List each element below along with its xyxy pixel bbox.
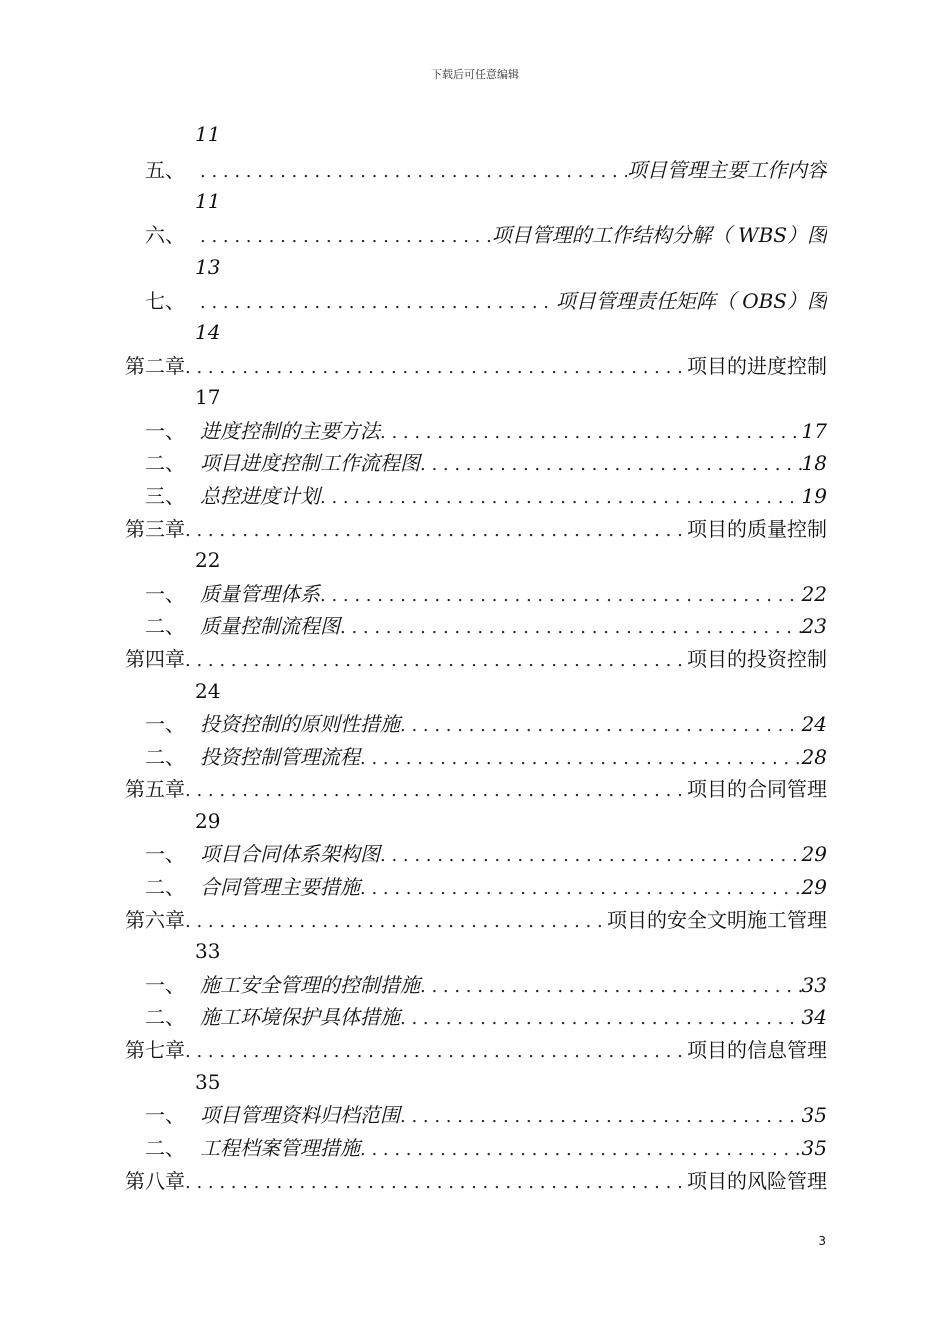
toc-entry-page: 29 — [801, 875, 827, 899]
toc-entry-title: 项目的投资控制 — [687, 647, 827, 671]
toc-entry-title: 投资控制管理流程 — [200, 745, 360, 769]
toc-entry-number: 第六章 — [125, 908, 185, 932]
toc-entry-title: 项目进度控制工作流程图 — [200, 451, 420, 475]
toc-leader-dots — [380, 841, 802, 869]
toc-page-number: 35 — [195, 1070, 221, 1094]
toc-entry[interactable] — [125, 220, 827, 250]
toc-leader-dots — [200, 157, 627, 185]
toc-leader-dots — [420, 450, 802, 478]
toc-entry-number: 第八章 — [125, 1169, 185, 1193]
toc-leader-dots — [185, 776, 687, 804]
toc-leader-dots — [185, 907, 607, 935]
toc-entry-title: 项目的合同管理 — [687, 777, 827, 801]
toc-page-number: 13 — [195, 255, 221, 279]
toc-entry-title: 项目合同体系架构图 — [200, 842, 380, 866]
toc-entry-number: 六、 — [145, 223, 185, 247]
toc-entry[interactable] — [125, 905, 827, 935]
toc-entry[interactable] — [125, 416, 827, 446]
toc-entry[interactable] — [125, 155, 827, 185]
toc-page-number: 29 — [195, 809, 221, 833]
toc-page-number: 11 — [195, 122, 221, 146]
toc-leader-dots — [185, 353, 687, 381]
toc-entry-page: 23 — [801, 614, 827, 638]
toc-entry-page: 35 — [801, 1103, 827, 1127]
toc-entry-title: 施工安全管理的控制措施 — [200, 973, 420, 997]
toc-leader-dots — [360, 1135, 802, 1163]
toc-entry[interactable] — [125, 1166, 827, 1196]
toc-leader-dots — [185, 646, 687, 674]
toc-page-number: 24 — [195, 679, 221, 703]
toc-entry-title: 项目管理的工作结构分解（ WBS）图 — [491, 223, 827, 247]
toc-entry-title: 总控进度计划 — [200, 484, 320, 508]
toc-entry-title: 项目管理资料归档范围 — [200, 1103, 400, 1127]
toc-entry-title: 项目的安全文明施工管理 — [607, 908, 827, 932]
toc-page-number: 33 — [195, 939, 221, 963]
toc-entry[interactable] — [125, 1035, 827, 1065]
toc-leader-dots — [400, 1004, 802, 1032]
toc-entry[interactable] — [125, 1002, 827, 1032]
toc-entry-title: 合同管理主要措施 — [200, 875, 360, 899]
toc-entry[interactable] — [125, 872, 827, 902]
toc-leader-dots — [380, 418, 802, 446]
toc-entry-title: 工程档案管理措施 — [200, 1136, 360, 1160]
toc-entry-title: 项目的质量控制 — [687, 517, 827, 541]
toc-entry-title: 项目管理主要工作内容 — [627, 158, 827, 182]
toc-page-number: 14 — [195, 320, 221, 344]
toc-entry-title: 项目的信息管理 — [687, 1038, 827, 1062]
toc-entry-page: 17 — [801, 419, 827, 443]
toc-entry-title: 投资控制的原则性措施 — [200, 712, 400, 736]
toc-entry-number: 第七章 — [125, 1038, 185, 1062]
toc-entry-number: 第二章 — [125, 354, 185, 378]
toc-page-number: 22 — [195, 548, 221, 572]
toc-leader-dots — [360, 874, 802, 902]
toc-entry-number: 五、 — [145, 158, 185, 182]
toc-entry-page: 24 — [801, 712, 827, 736]
toc-leader-dots — [400, 1102, 802, 1130]
toc-entry-page: 29 — [801, 842, 827, 866]
toc-entry-page: 28 — [801, 745, 827, 769]
toc-entry-page: 19 — [801, 484, 827, 508]
toc-entry-number: 一、 — [145, 419, 185, 443]
toc-entry-title: 质量控制流程图 — [200, 614, 340, 638]
toc-leader-dots — [340, 613, 802, 641]
toc-entry-title: 项目的进度控制 — [687, 354, 827, 378]
header-note: 下载后可任意编辑 — [431, 68, 519, 81]
toc-leader-dots — [200, 288, 556, 316]
toc-page-number: 11 — [195, 189, 221, 213]
toc-leader-dots — [360, 744, 802, 772]
toc-entry-page: 35 — [801, 1136, 827, 1160]
toc-leader-dots — [200, 222, 492, 250]
toc-entry-number: 二、 — [145, 745, 185, 769]
toc-leader-dots — [420, 972, 802, 1000]
toc-entry[interactable] — [125, 709, 827, 739]
toc-entry[interactable] — [125, 1133, 827, 1163]
toc-entry-title: 进度控制的主要方法 — [200, 419, 380, 443]
toc-entry[interactable] — [125, 514, 827, 544]
toc-entry[interactable] — [125, 970, 827, 1000]
toc-entry[interactable] — [125, 579, 827, 609]
toc-entry-number: 二、 — [145, 875, 185, 899]
toc-entry-title: 项目管理责任矩阵（ OBS）图 — [555, 289, 827, 313]
toc-entry-page: 34 — [801, 1005, 827, 1029]
toc-entry-page: 33 — [801, 973, 827, 997]
toc-entry-number: 二、 — [145, 614, 185, 638]
page-number: 3 — [818, 1234, 826, 1248]
toc-leader-dots — [185, 1168, 687, 1196]
toc-entry-number: 第五章 — [125, 777, 185, 801]
toc-entry[interactable] — [125, 774, 827, 804]
toc-entry-number: 一、 — [145, 582, 185, 606]
toc-leader-dots — [320, 581, 802, 609]
toc-entry[interactable] — [125, 839, 827, 869]
toc-entry-number: 一、 — [145, 1103, 185, 1127]
toc-page-number: 17 — [195, 385, 221, 409]
toc-leader-dots — [185, 1037, 687, 1065]
toc-entry[interactable] — [125, 742, 827, 772]
toc-entry-title: 质量管理体系 — [200, 582, 320, 606]
toc-leader-dots — [185, 516, 687, 544]
toc-entry-page: 22 — [801, 582, 827, 606]
toc-entry-number: 一、 — [145, 842, 185, 866]
toc-entry-number: 三、 — [145, 484, 185, 508]
toc-entry[interactable] — [125, 611, 827, 641]
toc-entry[interactable] — [125, 286, 827, 316]
toc-entry-number: 第三章 — [125, 517, 185, 541]
toc-entry[interactable] — [125, 448, 827, 478]
toc-entry-number: 二、 — [145, 1005, 185, 1029]
toc-entry[interactable] — [125, 644, 827, 674]
toc-entry-number: 一、 — [145, 712, 185, 736]
toc-entry-number: 二、 — [145, 1136, 185, 1160]
toc-leader-dots — [320, 483, 802, 511]
toc-entry-page: 18 — [801, 451, 827, 475]
toc-entry-number: 七、 — [145, 289, 185, 313]
toc-entry[interactable] — [125, 481, 827, 511]
toc-entry-number: 二、 — [145, 451, 185, 475]
toc-entry-number: 第四章 — [125, 647, 185, 671]
toc-entry[interactable] — [125, 1100, 827, 1130]
toc-entry-number: 一、 — [145, 973, 185, 997]
toc-entry[interactable] — [125, 351, 827, 381]
toc-entry-title: 施工环境保护具体措施 — [200, 1005, 400, 1029]
toc-leader-dots — [400, 711, 802, 739]
toc-entry-title: 项目的风险管理 — [687, 1169, 827, 1193]
